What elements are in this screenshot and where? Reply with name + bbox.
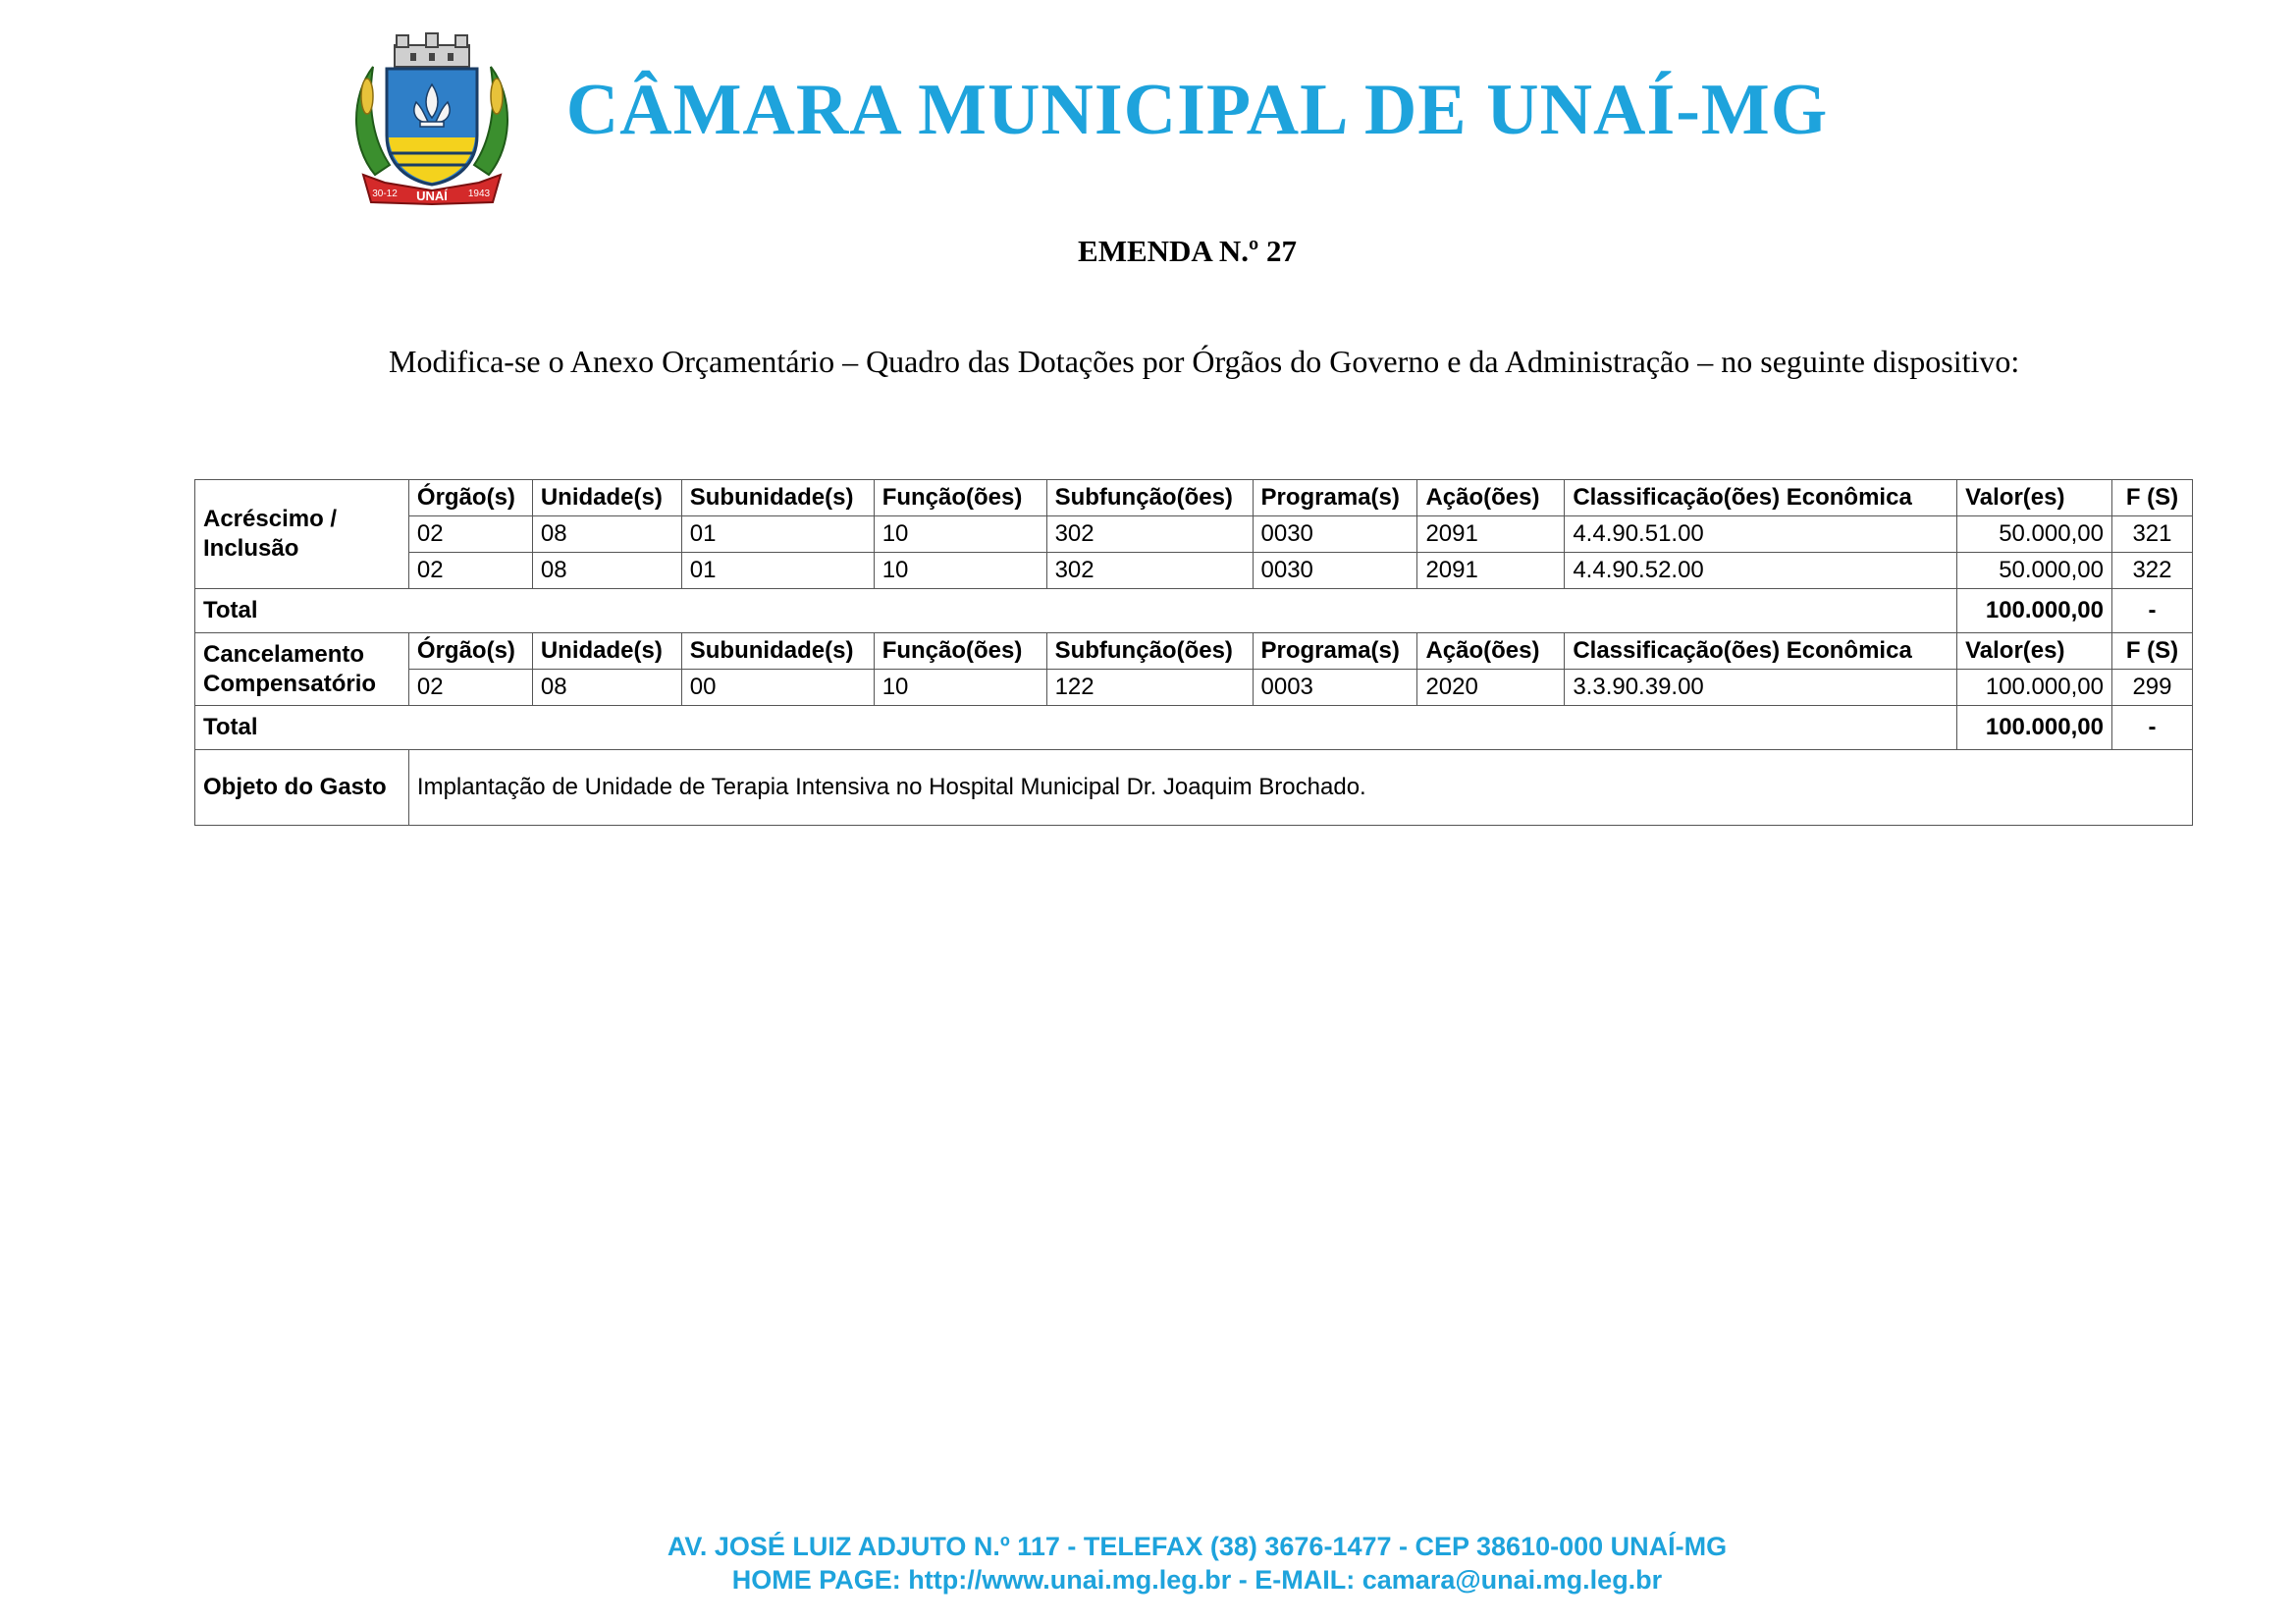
cancelamento-total-row xyxy=(195,706,2193,750)
table-cell: 0030 xyxy=(1253,516,1417,553)
table-cell: 2091 xyxy=(1417,553,1565,589)
table-cell: 08 xyxy=(532,553,681,589)
table-row xyxy=(195,670,2193,706)
table-cell: 00 xyxy=(681,670,874,706)
column-header: Classificação(ões) Econômica xyxy=(1565,633,1957,670)
column-header: Programa(s) xyxy=(1253,633,1417,670)
table-cell: 0003 xyxy=(1253,670,1417,706)
objeto-text: Implantação de Unidade de Terapia Intensiva no Hospital Municipal Dr. Joaquim Brochado. xyxy=(408,750,2192,826)
logo-year-text: 1943 xyxy=(467,189,491,199)
cancelamento-header-row xyxy=(195,633,2193,670)
column-header: Subunidade(s) xyxy=(681,633,874,670)
table-row xyxy=(195,516,2193,553)
acrescimo-total-row xyxy=(195,589,2193,633)
cancelamento-label: Cancelamento Compensatório xyxy=(195,633,409,706)
total-value: 100.000,00 xyxy=(1957,706,2112,750)
total-value: 100.000,00 xyxy=(1957,589,2112,633)
column-header: Classificação(ões) Econômica xyxy=(1565,480,1957,516)
table-cell: 122 xyxy=(1046,670,1253,706)
table-cell: 302 xyxy=(1046,516,1253,553)
column-header: Valor(es) xyxy=(1957,633,2112,670)
column-header: F (S) xyxy=(2111,480,2192,516)
column-header: Órgão(s) xyxy=(408,633,532,670)
total-fs: - xyxy=(2111,589,2192,633)
footer xyxy=(0,1530,2296,1597)
table-cell: 01 xyxy=(681,553,874,589)
total-label: Total xyxy=(195,706,1957,750)
column-header: Subfunção(ões) xyxy=(1046,633,1253,670)
objeto-label: Objeto do Gasto xyxy=(195,750,409,826)
table-cell: 02 xyxy=(408,553,532,589)
column-header: Ação(ões) xyxy=(1417,633,1565,670)
table-row xyxy=(195,553,2193,589)
column-header: Subunidade(s) xyxy=(681,480,874,516)
table-cell: 01 xyxy=(681,516,874,553)
table-cell: 02 xyxy=(408,516,532,553)
column-header: Subfunção(ões) xyxy=(1046,480,1253,516)
column-header: Unidade(s) xyxy=(532,633,681,670)
table-cell: 3.3.90.39.00 xyxy=(1565,670,1957,706)
acrescimo-label: Acréscimo / Inclusão xyxy=(195,480,409,589)
acrescimo-header-row xyxy=(195,480,2193,516)
budget-table xyxy=(194,479,2193,826)
table-cell: 10 xyxy=(874,553,1046,589)
table-cell: 321 xyxy=(2111,516,2192,553)
column-header: Programa(s) xyxy=(1253,480,1417,516)
column-header: Órgão(s) xyxy=(408,480,532,516)
column-header: Unidade(s) xyxy=(532,480,681,516)
table-cell: 08 xyxy=(532,670,681,706)
table-cell: 0030 xyxy=(1253,553,1417,589)
table-cell: 10 xyxy=(874,670,1046,706)
table-cell: 10 xyxy=(874,516,1046,553)
table-cell: 2091 xyxy=(1417,516,1565,553)
intro-paragraph: Modifica-se o Anexo Orçamentário – Quadro das Dotações por Órgãos do Governo e da Administração – no seguinte dispositivo: xyxy=(389,344,2020,379)
logo-banner-text: UNAÍ xyxy=(416,189,448,203)
total-fs: - xyxy=(2111,706,2192,750)
table-cell: 02 xyxy=(408,670,532,706)
table-cell: 299 xyxy=(2111,670,2192,706)
column-header: Função(ões) xyxy=(874,480,1046,516)
footer-address: AV. JOSÉ LUIZ ADJUTO N.º 117 - TELEFAX (38) 3676-1477 - CEP 38610-000 UNAÍ-MG xyxy=(667,1532,1728,1561)
table-cell: 08 xyxy=(532,516,681,553)
table-cell: 100.000,00 xyxy=(1957,670,2112,706)
table-cell: 322 xyxy=(2111,553,2192,589)
table-cell: 4.4.90.52.00 xyxy=(1565,553,1957,589)
column-header: Valor(es) xyxy=(1957,480,2112,516)
column-header: F (S) xyxy=(2111,633,2192,670)
column-header: Ação(ões) xyxy=(1417,480,1565,516)
amendment-title: EMENDA N.º 27 xyxy=(1078,234,1297,268)
table-cell: 302 xyxy=(1046,553,1253,589)
table-cell: 50.000,00 xyxy=(1957,516,2112,553)
logo-date-text: 30-12 xyxy=(372,189,398,199)
objeto-row xyxy=(195,750,2193,826)
footer-contact: HOME PAGE: http://www.unai.mg.leg.br - E-MAIL: camara@unai.mg.leg.br xyxy=(731,1565,1663,1595)
table-cell: 2020 xyxy=(1417,670,1565,706)
column-header: Função(ões) xyxy=(874,633,1046,670)
total-label: Total xyxy=(195,589,1957,633)
table-cell: 4.4.90.51.00 xyxy=(1565,516,1957,553)
table-cell: 50.000,00 xyxy=(1957,553,2112,589)
chamber-title: CÂMARA MUNICIPAL DE UNAÍ-MG xyxy=(565,70,1829,150)
